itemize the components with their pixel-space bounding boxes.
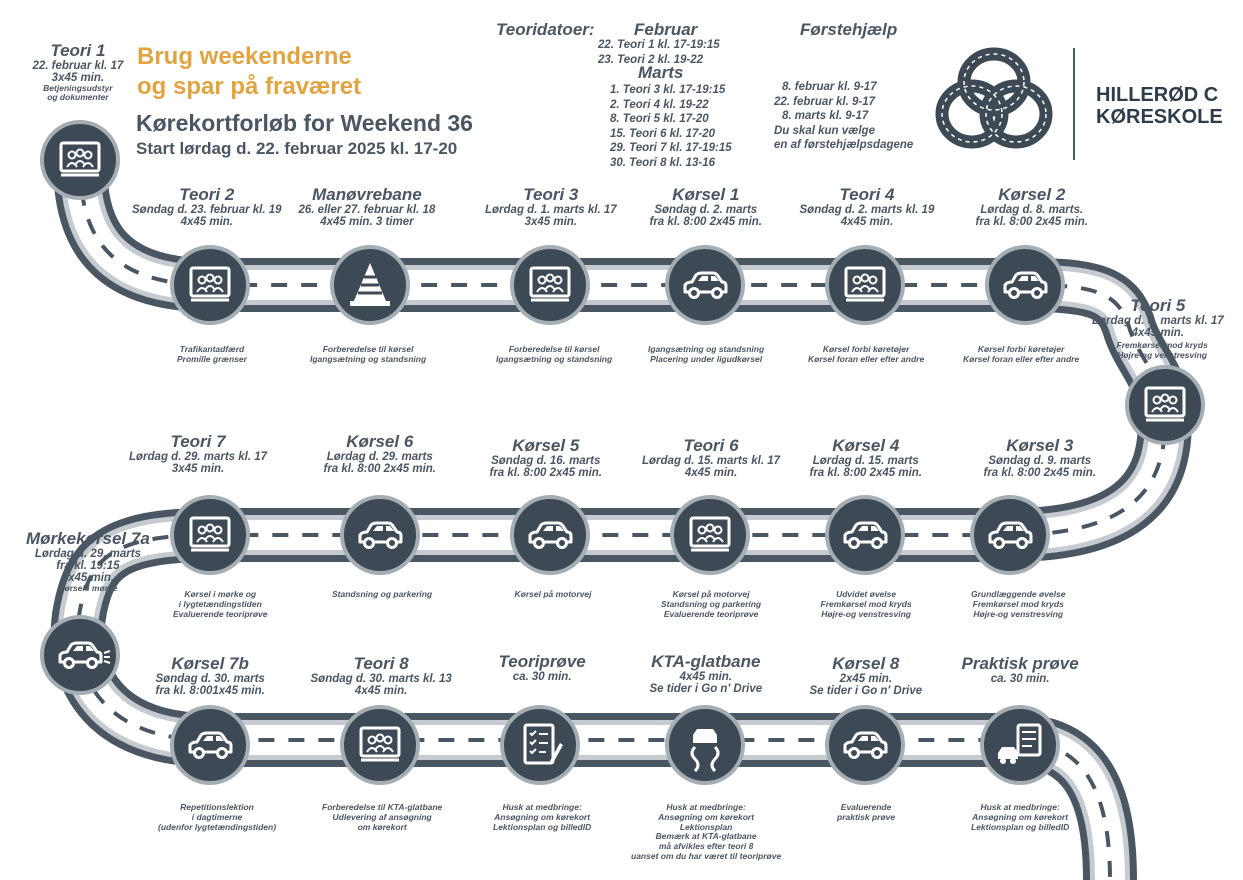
step-detail: 2x45 min. <box>839 672 893 685</box>
step-topic: Igangsætning og standsning <box>648 344 765 354</box>
step-detail: Søndag d. 9. marts <box>988 454 1092 467</box>
step-title: Praktisk prøve <box>961 654 1079 673</box>
mar-date: 30. Teori 8 kl. 13-16 <box>610 156 716 169</box>
classroom-icon <box>170 495 250 575</box>
step-heading-teori5 <box>1092 297 1224 339</box>
classroom-icon <box>40 120 120 200</box>
step-topic: Kørsel forbi køretøjer <box>822 344 910 354</box>
car-icon <box>985 245 1065 325</box>
step-heading-korsel7b <box>156 655 265 697</box>
step-detail: 4x45 min. <box>180 215 233 228</box>
step-detail: Lørdag d. 1. marts kl. 17 <box>485 203 617 216</box>
logo-text <box>1096 84 1223 128</box>
step-title: Kørsel 4 <box>832 436 900 455</box>
step-title: KTA-glatbane <box>651 652 761 671</box>
classroom-icon <box>670 495 750 575</box>
step-topic: Fremkørsel mod kryds <box>820 598 912 609</box>
step-topic: Evaluerende teoriprøve <box>173 608 268 619</box>
first-aid-date: 22. februar kl. 9-17 <box>774 95 875 108</box>
step-topic: Evaluerende teoriprøve <box>663 608 759 619</box>
mar-date: 29. Teori 7 kl. 17-19:15 <box>610 142 732 154</box>
step-title: Kørsel 2 <box>998 185 1066 204</box>
knot-road-logo-icon <box>934 42 1054 152</box>
step-heading-korsel5 <box>490 437 603 479</box>
car-icon <box>170 705 250 785</box>
step-topic: i dagtimerne <box>191 811 243 822</box>
step-title: Teori 2 <box>179 185 235 204</box>
mar-date: 15. Teori 6 kl. 17-20 <box>610 127 716 140</box>
step-title: Teori 4 <box>839 185 895 204</box>
step-topics-kta <box>631 803 781 862</box>
car-icon <box>340 495 420 575</box>
step-topic: Betjeningsudstyr <box>43 82 113 93</box>
step-detail: Kørsel i mørke <box>58 583 118 594</box>
step-topic: Højre-og venstresving <box>973 608 1064 619</box>
first-aid-note: en af førstehjælpsdagene <box>774 139 914 151</box>
step-title: Mørkekørsel 7a <box>26 529 150 548</box>
step-detail: Lørdag d. 8. marts. <box>980 203 1084 216</box>
logo-line2: KØRESKOLE <box>1096 106 1223 128</box>
slogan <box>137 42 361 102</box>
step-detail: fra kl. 8:00 2x45 min. <box>489 466 603 479</box>
step-title: Teori 5 <box>1130 296 1186 315</box>
step-heading-teori4 <box>800 186 935 228</box>
step-topics-korsel2 <box>963 345 1079 365</box>
step-detail: 4x45 min. <box>840 215 894 228</box>
step-detail: 26. eller 27. februar kl. 18 <box>298 203 436 216</box>
step-detail: fra kl. 8:00 2x45 min. <box>975 215 1089 228</box>
step-detail: Søndag d. 23. februar kl. 19 <box>132 203 282 216</box>
cone-icon <box>330 245 410 325</box>
step-detail: fra kl. 8:00 2x45 min. <box>649 215 763 228</box>
step-topic: Kørsel i mørke og <box>184 589 257 599</box>
step-topic: (udenfor lygtetændingstiden) <box>158 821 277 832</box>
step-detail: Søndag d. 2. marts kl. 19 <box>799 203 935 216</box>
step-topic: Standsning og parkering <box>332 589 433 599</box>
step-heading-praktisk <box>962 655 1079 685</box>
step-detail: ca. 30 min. <box>990 672 1050 685</box>
step-title: Teori 7 <box>170 432 226 451</box>
step-topic: og dokumenter <box>47 91 109 102</box>
step-topic: Kørsel på motorvej <box>514 589 592 599</box>
step-topics-teori8 <box>322 803 442 832</box>
course-start: Start lørdag d. 22. februar 2025 kl. 17-20 <box>136 139 458 158</box>
step-topic: Evaluerende <box>840 802 892 812</box>
step-title: Teori 8 <box>353 654 409 673</box>
step-topic: Lektionsplan <box>679 821 733 832</box>
car-icon <box>825 495 905 575</box>
step-heading-korsel4 <box>810 437 923 479</box>
step-topic: Lektionsplan og billedID <box>493 821 592 832</box>
step-detail: Søndag d. 2. marts <box>654 203 758 216</box>
step-heading-teoriprove <box>499 653 586 683</box>
step-heading-teori8 <box>311 655 452 697</box>
step-detail: Søndag d. 16. marts <box>491 454 601 467</box>
february-label: Februar <box>634 20 698 39</box>
step-topic: Højre-og venstresving <box>821 608 911 619</box>
step-detail: 4x45 min. 3 timer <box>320 215 414 228</box>
step-topic: praktisk prøve <box>837 811 896 822</box>
car-lights-icon <box>40 615 120 695</box>
step-topics-korsel3 <box>971 590 1065 619</box>
step-detail: Lørdag d. 15. marts kl. 17 <box>642 454 781 467</box>
step-heading-kta <box>650 653 763 695</box>
step-topic: Kørsel foran eller efter andre <box>963 353 1080 364</box>
step-topic: Kørsel foran eller efter andre <box>808 353 925 364</box>
feb-date: 23. Teori 2 kl. 19-22 <box>598 53 704 66</box>
step-title: Kørsel 7b <box>171 654 249 673</box>
step-detail: 3x45 min. <box>51 71 105 84</box>
step-heading-korsel6 <box>324 433 437 475</box>
classroom-icon <box>825 245 905 325</box>
step-topic: Trafikantadfærd <box>179 344 245 354</box>
course-title: Kørekortforløb for Weekend 36 <box>136 110 473 136</box>
first-aid-dates <box>774 80 913 153</box>
step-topic: Repetitionslektion <box>180 802 254 812</box>
car-icon <box>510 495 590 575</box>
step-detail: 1x45 min. <box>61 571 115 584</box>
step-topics-teori4 <box>808 345 924 365</box>
step-title: Kørsel 3 <box>1006 436 1074 455</box>
step-detail: 22. februar kl. 17 <box>32 59 124 72</box>
step-topic: Igangsætning og standsning <box>496 353 613 364</box>
classroom-icon <box>340 705 420 785</box>
step-detail: fra kl. 8:00 2x45 min. <box>983 466 1097 479</box>
step-topics-korsel8 <box>837 803 895 823</box>
step-detail: fra kl. 8:00 2x45 min. <box>809 466 923 479</box>
step-heading-teori1 <box>33 42 124 102</box>
step-topics-korsel4 <box>821 590 912 619</box>
feb-date: 22. Teori 1 kl. 17-19:15 <box>598 39 720 51</box>
step-topic: Kørsel på motorvej <box>672 589 750 599</box>
step-detail: 4x45 min. <box>684 466 738 479</box>
classroom-icon <box>510 245 590 325</box>
step-topics-manovrebane <box>310 345 426 365</box>
step-topic: Husk at medbringe: <box>980 802 1060 812</box>
step-topics-korsel7b <box>158 803 276 832</box>
first-aid-date: 8. februar kl. 9-17 <box>782 81 877 93</box>
step-topic: Ansøgning om kørekort <box>658 811 755 822</box>
step-topics-teori5 <box>1117 341 1208 361</box>
step-topic: Ansøgning om kørekort <box>972 811 1069 822</box>
step-topic: Bemærk at KTA-glatbane <box>655 831 757 842</box>
step-topic: om kørekort <box>357 821 407 832</box>
step-topic: Promille grænser <box>177 353 247 364</box>
step-title: Kørsel 5 <box>512 436 580 455</box>
step-detail: ca. 30 min. <box>512 670 572 683</box>
checklist-icon <box>500 705 580 785</box>
step-topic: Grundlæggende øvelse <box>971 589 1066 599</box>
step-title: Kørsel 8 <box>832 654 900 673</box>
step-detail: Lørdag d. 29. marts kl. 17 <box>129 450 268 463</box>
slogan-line1: Brug weekenderne <box>137 43 352 70</box>
step-topic: Fremkørsel mod kryds <box>972 598 1064 609</box>
step-heading-korsel2 <box>976 186 1089 228</box>
step-heading-korsel3 <box>984 437 1097 479</box>
step-topics-teori2 <box>177 345 247 365</box>
step-detail: Søndag d. 30. marts <box>155 672 265 685</box>
classroom-icon <box>1125 365 1205 445</box>
first-aid-title: Førstehjælp <box>800 20 898 39</box>
step-topic: Ansøgning om kørekort <box>494 811 591 822</box>
step-topic: i lygtetændingstiden <box>178 598 262 609</box>
step-title: Teori 6 <box>683 436 739 455</box>
step-topic: Højre-og venstresving <box>1117 349 1207 360</box>
step-detail: Lørdag d. 15. marts <box>812 454 919 467</box>
step-detail: 3x45 min. <box>171 462 225 475</box>
skid-icon <box>665 705 745 785</box>
step-detail: 4x45 min. <box>354 684 408 697</box>
logo-divider <box>1073 48 1075 160</box>
step-detail: fra kl. 19:15 <box>56 559 120 572</box>
step-topic: Forberedelse til KTA-glatbane <box>322 802 443 812</box>
step-heading-korsel1 <box>650 186 763 228</box>
step-topics-teori3 <box>496 345 612 365</box>
step-topic: Kørsel forbi køretøjer <box>977 344 1065 354</box>
step-detail: Se tider i Go n' Drive <box>649 682 763 695</box>
first-aid-note: Du skal kun vælge <box>774 124 875 137</box>
theory-dates-label: Teoridatoer: <box>496 20 595 39</box>
step-heading-teori7 <box>129 433 267 475</box>
car-checklist-icon <box>980 705 1060 785</box>
step-heading-teori2 <box>132 186 282 228</box>
step-heading-korsel8 <box>810 655 923 697</box>
step-detail: Lørdag d. 29. marts <box>326 450 433 463</box>
first-aid-date: 8. marts kl. 9-17 <box>782 110 869 122</box>
slogan-line2: og spar på fraværet <box>137 73 362 100</box>
car-icon <box>970 495 1050 575</box>
step-topic: Udlevering af ansøgning <box>332 811 432 822</box>
step-detail: 3x45 min. <box>524 215 578 228</box>
step-title: Kørsel 6 <box>346 432 414 451</box>
step-topics-teori7 <box>173 590 267 619</box>
classroom-icon <box>170 245 250 325</box>
step-topics-teoriprove <box>493 803 591 832</box>
step-topic: må afvikles efter teori 8 <box>658 841 754 852</box>
step-title: Teoriprøve <box>498 652 586 671</box>
step-heading-morke7a <box>26 530 150 593</box>
step-heading-teori6 <box>642 437 780 479</box>
car-icon <box>825 705 905 785</box>
step-topics-praktisk <box>971 803 1069 832</box>
step-topic: Standsning og parkering <box>661 598 762 609</box>
step-detail: 4x45 min. <box>1131 326 1185 339</box>
step-topic: Forberedelse til kørsel <box>508 344 600 354</box>
step-detail: Søndag d. 30. marts kl. 13 <box>310 672 452 685</box>
step-topic: Husk at medbringe: <box>502 802 582 812</box>
step-detail: fra kl. 8:00 2x45 min. <box>323 462 437 475</box>
step-detail: 4x45 min. <box>679 670 733 683</box>
step-topic: Igangsætning og standsning <box>310 353 427 364</box>
step-topic: Lektionsplan og billedID <box>971 821 1070 832</box>
step-topics-korsel5 <box>515 590 592 600</box>
step-title: Teori 3 <box>523 185 579 204</box>
step-detail: fra kl. 8:001x45 min. <box>155 684 265 697</box>
step-topic: Husk at medbringe: <box>666 802 746 812</box>
logo-line1: HILLERØD C <box>1096 84 1219 106</box>
course-heading <box>136 110 473 159</box>
step-topics-teori6 <box>661 590 761 619</box>
step-title: Manøvrebane <box>312 185 422 204</box>
mar-date: 2. Teori 4 kl. 19-22 <box>610 98 709 111</box>
mar-date: 1. Teori 3 kl. 17-19:15 <box>610 84 726 96</box>
step-topic: Placering under ligudkørsel <box>650 353 763 364</box>
car-icon <box>665 245 745 325</box>
step-topic: Fremkørsel mod kryds <box>1116 340 1208 350</box>
step-topics-korsel6 <box>332 590 432 600</box>
step-title: Teori 1 <box>50 41 106 60</box>
step-topic: uanset om du har været til teoriprøve <box>631 850 782 861</box>
step-detail: Lørdag d. 29. marts <box>34 547 141 560</box>
step-topic: Forberedelse til kørsel <box>322 344 414 354</box>
mar-date: 8. Teori 5 kl. 17-20 <box>610 113 709 125</box>
step-detail: Lørdag d. 8. marts kl. 17 <box>1092 314 1224 327</box>
march-dates <box>610 83 732 170</box>
step-topics-korsel1 <box>648 345 764 365</box>
march-label: Marts <box>638 63 684 82</box>
step-detail: Se tider i Go n' Drive <box>809 684 923 697</box>
step-title: Kørsel 1 <box>672 185 740 204</box>
step-topic: Udvidet øvelse <box>836 589 897 599</box>
step-heading-teori3 <box>485 186 617 228</box>
step-heading-manovrebane <box>299 186 436 228</box>
